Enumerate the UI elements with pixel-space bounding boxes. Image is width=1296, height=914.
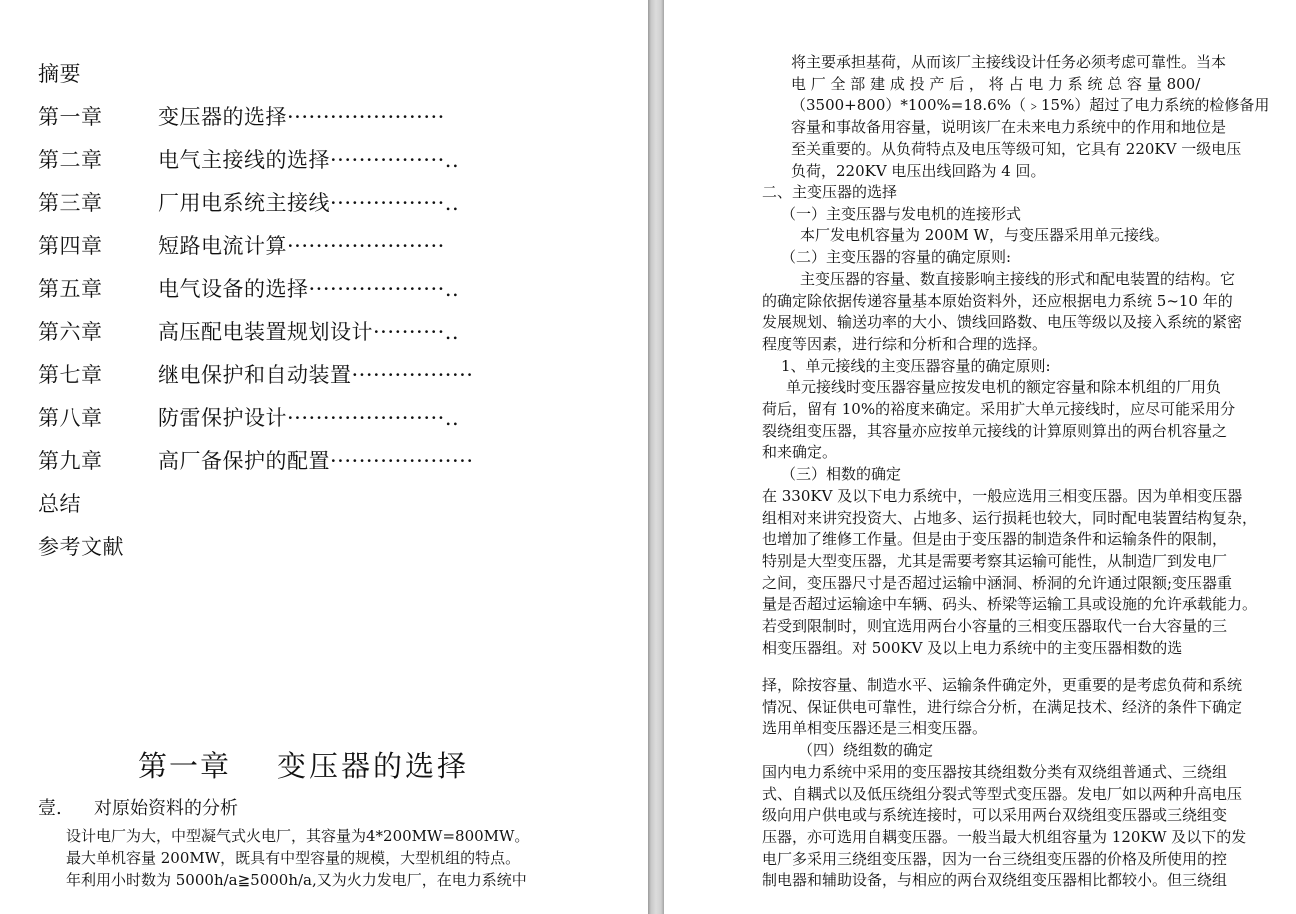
paragraph-line: 制电器和辅助设备，与相应的两台双绕组变压器相比都较小。但三绕组	[762, 871, 1228, 890]
toc-chapter-label: 第一章	[38, 105, 103, 129]
toc-entry[interactable]	[38, 277, 459, 301]
toc-title: 变压器的选择	[158, 105, 287, 129]
toc-entry[interactable]	[38, 406, 459, 430]
toc-title: 厂用电系统主接线	[158, 191, 330, 215]
section-subheading: （四）绕组数的确定	[798, 741, 934, 760]
paragraph-line: 荷后，留有 10%的裕度来确定。采用扩大单元接线时，应尽可能采用分	[762, 400, 1236, 418]
paragraph-line: 电厂多采用三绕组变压器，因为一台三绕组变压器的价格及所使用的控	[762, 849, 1228, 868]
toc-leader-dots: ······················	[287, 234, 445, 258]
section-subheading: 二、主变压器的选择	[762, 183, 898, 201]
toc-leader-dots: ····················	[330, 449, 474, 473]
toc-leader-dots: ················..	[330, 148, 460, 172]
toc-chapter-label: 参考文献	[38, 535, 124, 559]
toc-leader-dots: ···················..	[308, 277, 460, 301]
toc-title: 电气设备的选择	[158, 277, 309, 301]
toc-entry[interactable]	[38, 363, 473, 387]
toc-entry[interactable]	[38, 148, 459, 172]
paragraph-line: 选用单相变压器还是三相变压器。	[762, 719, 988, 738]
paragraph-line: 程度等因素，进行综和分析和合理的选择。	[762, 334, 1048, 353]
paragraph-line: 单元接线时变压器容量应按发电机的额定容量和除本机组的厂用负	[786, 378, 1222, 397]
paragraph-line: 年利用小时数为 5000h/a≧5000h/a,又为火力发电厂，在电力系统中	[66, 871, 527, 889]
section-title: 对原始资料的分析	[94, 798, 238, 819]
toc-leader-dots: ················..	[330, 191, 460, 215]
paragraph-line: 国内电力系统中采用的变压器按其绕组数分类有双绕组普通式、三绕组	[762, 762, 1228, 781]
paragraph-line: 最大单机容量 200MW，既具有中型容量的规模，大型机组的特点。	[66, 849, 521, 867]
paragraph-line: 和来确定。	[762, 443, 838, 462]
paragraph-line: 至关重要的。从负荷特点及电压等级可知，它具有 220KV 一级电压	[791, 139, 1242, 158]
paragraph-line: （3500+800）*100%=18.6%（﹥15%）超过了电力系统的检修备用	[791, 96, 1270, 115]
paragraph-line: 本厂发电机容量为 200M W，与变压器采用单元接线。	[800, 226, 1169, 245]
toc-entry[interactable]	[38, 449, 474, 473]
paragraph-line: 在 330KV 及以下电力系统中，一般应选用三相变压器。因为单相变压器	[762, 486, 1243, 505]
toc-title: 电气主接线的选择	[158, 148, 330, 172]
toc-title: 高厂备保护的配置	[158, 449, 330, 473]
toc-title: 防雷保护设计	[158, 406, 287, 430]
toc-chapter-label: 第六章	[38, 320, 103, 344]
section-subheading: （一）主变压器与发电机的连接形式	[781, 204, 1022, 223]
paragraph-line: 量是否超过运输途中车辆、码头、桥梁等运输工具或设施的允许承载能力。	[762, 595, 1258, 614]
toc-entry[interactable]	[38, 535, 124, 559]
toc-entry[interactable]	[38, 234, 445, 258]
paragraph-line: 电 厂 全 部 建 成 投 产 后 ， 将 占 电 力 系 统 总 容 量 800/	[791, 74, 1201, 93]
toc-chapter-label: 第四章	[38, 234, 103, 258]
paragraph-line: 容量和事故备用容量，说明该厂在未来电力系统中的作用和地位是	[791, 118, 1227, 137]
toc-entry[interactable]	[38, 62, 81, 86]
section-heading	[38, 794, 238, 820]
chapter-number: 第一章	[138, 749, 232, 783]
paragraph-line: 将主要承担基荷，从而该厂主接线设计任务必须考虑可靠性。当本	[791, 53, 1227, 71]
paragraph-line: 若受到限制时，则宜选用两台小容量的三相变压器取代一台大容量的三	[762, 617, 1228, 635]
right-page	[664, 0, 1296, 914]
paragraph-line: 式、自耦式以及低压绕组分裂式等型式变压器。发电厂如以两种升高电压	[762, 784, 1243, 803]
paragraph-line: 的确定除依据传递容量基本原始资料外，还应根据电力系统 5~10 年的	[762, 291, 1233, 310]
paragraph-line: 设计电厂为大，中型凝气式火电厂，其容量为4*200MW=800MW。	[66, 827, 530, 845]
paragraph-line: 组相对来讲究投资大、占地多、运行损耗也较大，同时配电装置结构复杂，	[762, 508, 1258, 527]
section-subheading: （三）相数的确定	[781, 465, 902, 484]
paragraph-line: 级向用户供电或与系统连接时，可以采用两台双绕组变压器或三绕组变	[762, 806, 1228, 825]
toc-entry[interactable]	[38, 191, 459, 215]
toc-leader-dots: ·················	[351, 363, 474, 387]
paragraph-line: 主变压器的容量、数直接影响主接线的形式和配电装置的结构。它	[800, 269, 1236, 288]
toc-chapter-label: 第三章	[38, 191, 103, 215]
paragraph-line: 之间，变压器尺寸是否超过运输中涵洞、桥洞的允许通过限额;变压器重	[762, 573, 1233, 592]
paragraph-line: 相变压器组。对 500KV 及以上电力系统中的主变压器相数的选	[762, 638, 1183, 657]
toc-chapter-label: 第二章	[38, 148, 103, 172]
toc-chapter-label: 第五章	[38, 277, 103, 301]
toc-leader-dots: ··········..	[373, 320, 460, 344]
section-number: 壹.	[38, 798, 62, 819]
paragraph-line: 特别是大型变压器，尤其是需要考察其运输可能性，从制造厂到发电厂	[762, 551, 1228, 570]
paragraph-line: 负荷，220KV 电压出线回路为 4 回。	[791, 161, 1046, 180]
toc-title: 短路电流计算	[158, 234, 287, 258]
toc-leader-dots: ······················..	[287, 406, 460, 430]
toc-chapter-label: 第八章	[38, 406, 103, 430]
section-subheading: 1、单元接线的主变压器容量的确定原则:	[781, 356, 1051, 375]
toc-entry[interactable]	[38, 492, 81, 516]
paragraph-line: 发展规划、输送功率的大小、馈线回路数、电压等级以及接入系统的紧密	[762, 313, 1243, 332]
paragraph-line: 压器，亦可选用自耦变压器。一般当最大机组容量为 120KW 及以下的发	[762, 827, 1247, 846]
toc-leader-dots: ······················	[287, 105, 445, 129]
toc-entry[interactable]	[38, 105, 445, 129]
toc-chapter-label: 总结	[38, 492, 81, 516]
paragraph-line: 也增加了维修工作量。但是由于变压器的制造条件和运输条件的限制，	[762, 530, 1228, 549]
toc-title: 继电保护和自动装置	[158, 363, 352, 387]
toc-chapter-label: 摘要	[38, 62, 81, 86]
paragraph-line: 裂绕组变压器，其容量亦应按单元接线的计算原则算出的两台机容量之	[762, 421, 1228, 440]
toc-chapter-label: 第九章	[38, 449, 103, 473]
chapter-heading	[138, 744, 469, 785]
chapter-title: 变压器的选择	[277, 749, 470, 783]
paragraph-line: 择，除按容量、制造水平、运输条件确定外，更重要的是考虑负荷和系统	[762, 676, 1243, 694]
toc-chapter-label: 第七章	[38, 363, 103, 387]
section-subheading: （二）主变压器的容量的确定原则:	[781, 248, 1012, 267]
toc-entry[interactable]	[38, 320, 459, 344]
paragraph-line: 情况、保证供电可靠性，进行综合分析，在满足技术、经济的条件下确定	[762, 697, 1243, 716]
toc-title: 高压配电装置规划设计	[158, 320, 373, 344]
page-divider	[648, 0, 664, 914]
